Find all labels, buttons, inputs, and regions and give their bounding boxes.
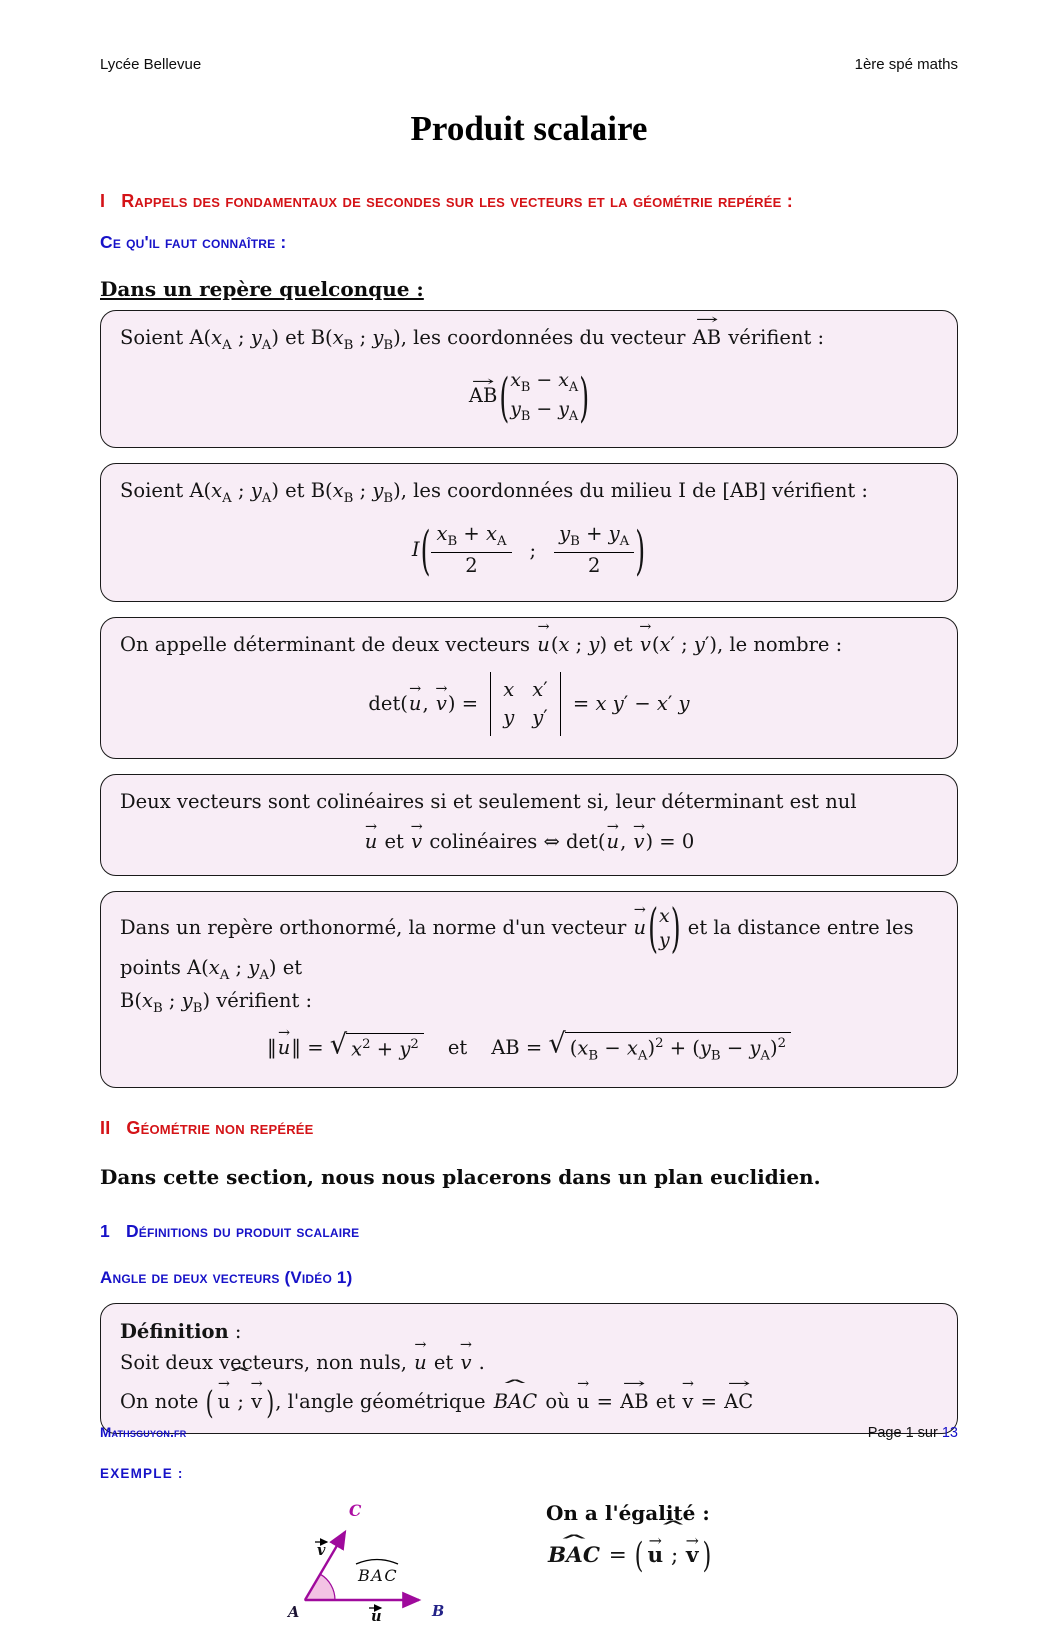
subsection-1-heading [100, 1221, 958, 1242]
example-row [100, 1495, 958, 1634]
frame-intro: Dans un repère quelconque : [100, 277, 424, 301]
box-collinear [100, 774, 958, 875]
section-1-title: Rappels des fondamentaux de secondes sur les vecteurs et la géométrie repérée : [121, 191, 793, 211]
section-2-heading [100, 1118, 958, 1139]
definition-colon: : [228, 1320, 242, 1344]
definition-line-2: On note ( ˆ → u ; → v ), l'angle géométrique ˆ BAC où → u = → AB et → v = → AC [120, 1386, 938, 1419]
angle-hat-arc-icon [356, 1560, 398, 1565]
definition-title: Définition [120, 1320, 229, 1344]
label-angle-BAC: BAC [358, 1566, 399, 1586]
header-school: Lycée Bellevue [100, 56, 202, 73]
angle-sector [305, 1574, 335, 1600]
section-1-number: I [100, 191, 106, 211]
page-footer [100, 1425, 958, 1441]
box-midpoint [100, 463, 958, 601]
section-2-number: II [100, 1118, 111, 1139]
norm-text-line2: $B(x_B$ ; $y_B$) vérifient : [120, 989, 313, 1017]
collinear-formula: → u et → v colinéaires ⇔ det(→ u, → v) = 0 [120, 830, 938, 853]
equality-formula: ˆ BAC = ( ˆ → u ; → v ) [546, 1543, 712, 1569]
label-point-A: A [288, 1604, 300, 1622]
page-header [100, 56, 958, 73]
subsection-1-title: Définitions du produit scalaire [125, 1221, 360, 1242]
angle-figure [283, 1495, 453, 1630]
header-class-level: 1ère spé maths [854, 56, 958, 73]
page-title: Produit scalaire [410, 109, 648, 148]
collinear-text: Deux vecteurs sont colinéaires si et seulement si, leur déterminant est nul [120, 790, 857, 814]
midpoint-formula: I( $\frac{x_B + x_A}{2}$ ; $\frac{y_B + y_A}{2}$ ) [411, 519, 646, 582]
footer-page-number [868, 1425, 958, 1441]
footer-page-label: Page 1 sur [867, 1425, 938, 1441]
midpoint-text: Soient $A(x_A$ ; $y_A$) et $B(x_B$ ; $y_B$), les coordonnées du milieu I de [AB] vérifient : [120, 479, 869, 507]
box-vector-coordinates [100, 310, 958, 448]
definition-title-line [120, 1316, 938, 1347]
know-heading: Ce qu'il faut connaître : [100, 232, 287, 252]
footer-website: Mathsguyon.fr [100, 1425, 187, 1440]
box-norm-distance [100, 891, 958, 1088]
label-point-C: C [349, 1501, 362, 1521]
box-definition [100, 1303, 958, 1434]
footer-page-total: 13 [941, 1425, 958, 1441]
section-1-heading [100, 191, 958, 212]
vector-coordinates-text: Soient $A(x_A$ ; $y_A$) et $B(x_B$ ; $y_B$), les coordonnées du vecteur → AB vérifient : [120, 323, 938, 356]
example-heading: EXEMPLE : [100, 1466, 184, 1482]
norm-distance-formula: ‖→ u‖ = √ $x^2 + y^2$ et AB = √ $(x_B - x_A)^2 + (y_B - y_A)^2$ [120, 1032, 938, 1065]
definition-line-1: Soit deux vecteurs, non nuls, → u et → v . [120, 1347, 938, 1378]
determinant-formula: det(→ u, → v) = x x′ y y′ = x y′ − x′ y [120, 672, 938, 737]
section-2-paragraph: Dans cette section, nous nous placerons dans un plan euclidien. [100, 1165, 821, 1190]
equality-label: On a l'égalité : [546, 1501, 710, 1526]
box-determinant [100, 617, 958, 760]
norm-text-line1: Dans un repère orthonormé, la norme d'un vecteur → u( x y ) et la distance entre les points $A(x_A$ ; $y_A$) et [120, 904, 938, 987]
label-point-B: B [432, 1603, 445, 1621]
angle-heading: Angle de deux vecteurs (Vidéo 1) [100, 1268, 353, 1288]
label-vector-v: v [317, 1542, 326, 1560]
label-vector-u: u [371, 1608, 382, 1626]
section-2-title: Géométrie non repérée [126, 1118, 314, 1139]
subsection-1-number: 1 [100, 1221, 110, 1242]
equality-column [546, 1495, 712, 1577]
angle-figure-wrapper [283, 1495, 453, 1634]
vector-coordinates-formula: → AB( $x_B - x_A$ $y_B - y_A$ ) [120, 368, 938, 425]
determinant-text: On appelle déterminant de deux vecteurs → u(x ; y) et → v(x′ ; y′), le nombre : [120, 630, 938, 660]
